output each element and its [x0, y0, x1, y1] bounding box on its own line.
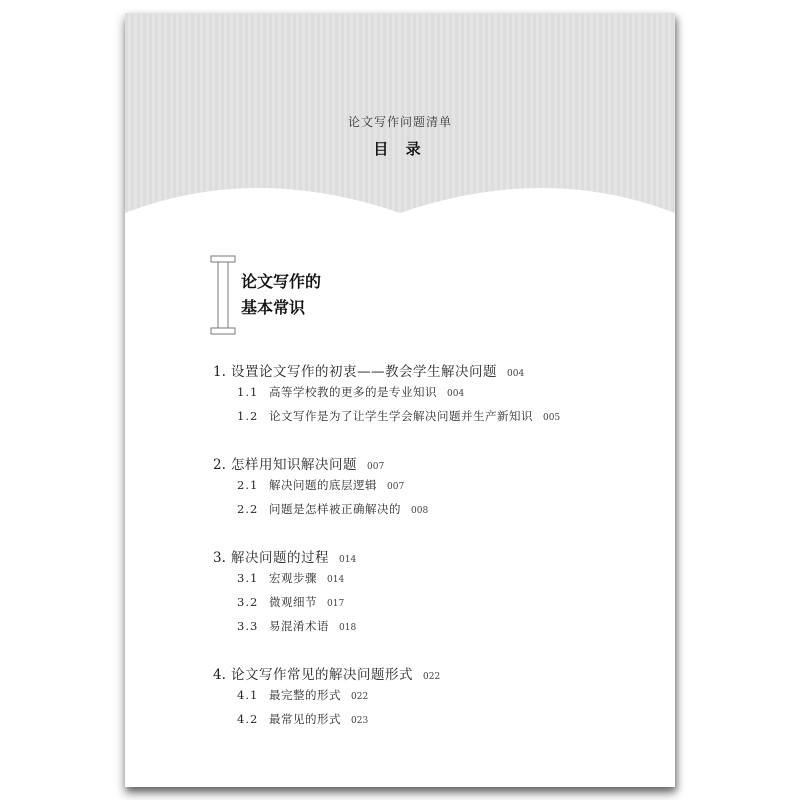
section-number: 1.2	[237, 409, 259, 423]
section-entry[interactable]	[237, 408, 653, 432]
section-page-number: 022	[351, 692, 369, 702]
chapter-page-number: 004	[507, 369, 525, 379]
section-entry[interactable]	[237, 570, 653, 594]
chapter-title: 解决问题的过程	[231, 550, 329, 566]
section-page-number: 017	[327, 599, 345, 609]
chapter-entry[interactable]	[213, 663, 653, 687]
part-title	[241, 269, 321, 321]
section-page-number: 014	[327, 575, 345, 585]
chapter-title: 设置论文写作的初衷——教会学生解决问题	[231, 364, 497, 380]
section-title: 解决问题的底层逻辑	[269, 478, 377, 492]
section-title: 最完整的形式	[269, 688, 341, 702]
section-title: 问题是怎样被正确解决的	[269, 502, 401, 516]
section-page-number: 018	[339, 623, 357, 633]
section-number: 3.1	[237, 571, 259, 585]
section-entry[interactable]	[237, 477, 653, 501]
section-title: 高等学校教的更多的是专业知识	[269, 385, 437, 399]
chapter-title: 怎样用知识解决问题	[231, 457, 357, 473]
section-entry[interactable]	[237, 501, 653, 525]
chapter-entry[interactable]	[213, 546, 653, 570]
chapter-number: 3.	[213, 550, 226, 566]
toc-heading: 目 录	[373, 140, 427, 158]
part-title-line1: 论文写作的	[241, 272, 322, 291]
section-entry[interactable]	[237, 594, 653, 618]
chapter-page-number: 007	[367, 462, 385, 472]
section-page-number: 005	[543, 413, 561, 423]
chapter-entry[interactable]	[213, 453, 653, 477]
toc-chapter	[213, 360, 653, 432]
section-entry[interactable]	[237, 618, 653, 642]
section-title: 易混淆术语	[269, 619, 329, 633]
section-entry[interactable]	[237, 384, 653, 408]
table-of-contents	[213, 360, 653, 756]
section-page-number: 004	[447, 389, 465, 399]
section-page-number: 007	[387, 482, 405, 492]
chapter-number: 1.	[213, 364, 226, 380]
section-entry[interactable]	[237, 711, 653, 735]
section-number: 2.1	[237, 478, 259, 492]
chapter-number: 4.	[213, 667, 226, 683]
section-page-number: 008	[411, 506, 429, 516]
toc-chapter	[213, 546, 653, 642]
section-number: 4.2	[237, 712, 259, 726]
book-page	[125, 13, 675, 787]
chapter-entry[interactable]	[213, 360, 653, 384]
section-page-number: 023	[351, 716, 369, 726]
toc-chapter	[213, 663, 653, 735]
section-number: 3.3	[237, 619, 259, 633]
part-roman-numeral-icon	[210, 255, 236, 335]
section-title: 宏观步骤	[269, 571, 317, 585]
section-title: 最常见的形式	[269, 712, 341, 726]
part-title-line2: 基本常识	[241, 298, 306, 317]
series-title: 论文写作问题清单	[347, 115, 452, 129]
section-number: 4.1	[237, 688, 259, 702]
chapter-number: 2.	[213, 457, 226, 473]
header-banner	[125, 13, 675, 253]
chapter-page-number: 014	[339, 555, 357, 565]
section-title: 微观细节	[269, 595, 317, 609]
section-title: 论文写作是为了让学生学会解决问题并生产新知识	[269, 409, 533, 423]
chapter-title: 论文写作常见的解决问题形式	[231, 667, 413, 683]
section-entry[interactable]	[237, 687, 653, 711]
toc-chapter	[213, 453, 653, 525]
chapter-page-number: 022	[423, 672, 441, 682]
section-number: 1.1	[237, 385, 259, 399]
section-number: 2.2	[237, 502, 259, 516]
section-number: 3.2	[237, 595, 259, 609]
